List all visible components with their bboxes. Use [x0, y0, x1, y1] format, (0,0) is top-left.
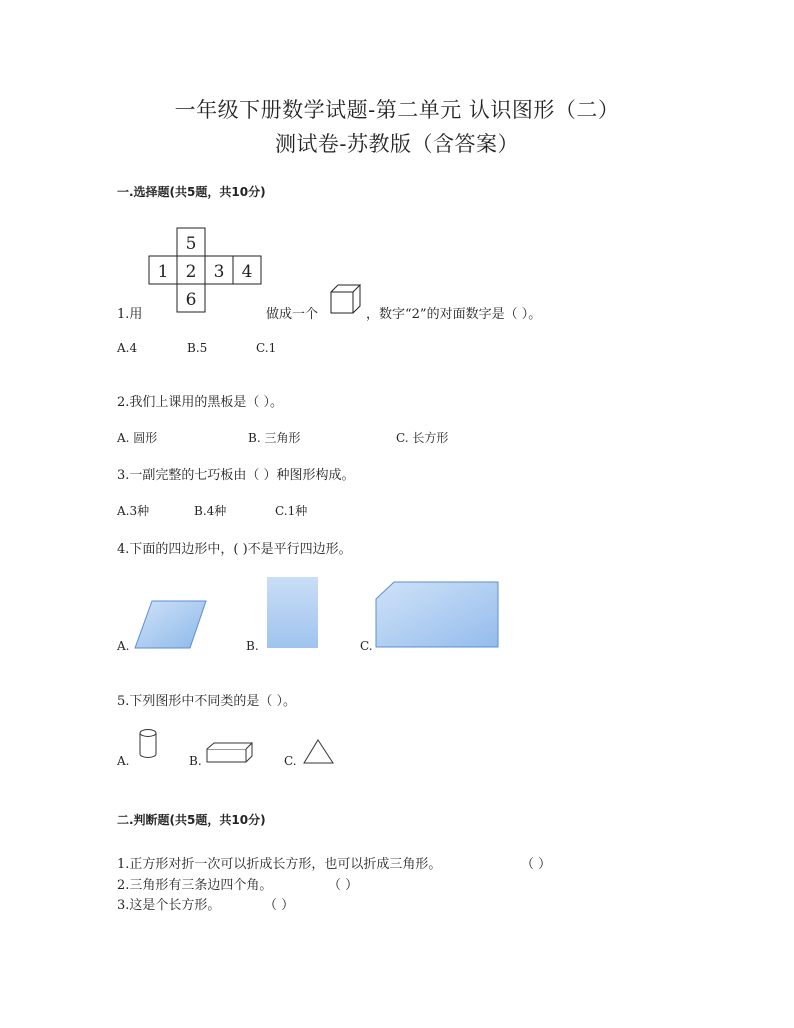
judge-item-2-text: 2.三角形有三条边四个角。	[117, 878, 273, 893]
q3-option-a[interactable]: A.3种	[117, 504, 150, 518]
q1-option-b[interactable]: B.5	[187, 341, 208, 355]
parallelogram-shape	[134, 600, 208, 650]
q2-text: 2.我们上课用的黑板是（ ）。	[117, 395, 284, 410]
cube-icon	[330, 284, 362, 314]
net-number-center: 2	[185, 262, 197, 282]
judge-item-3-text: 3.这是个长方形。	[117, 898, 221, 913]
q2-option-b[interactable]: B. 三角形	[248, 431, 301, 445]
q2-option-c[interactable]: C. 长方形	[396, 431, 449, 445]
judge-item-2-blank[interactable]: （ ）	[328, 878, 359, 893]
net-number-far-right: 4	[241, 262, 253, 282]
net-number-top: 5	[185, 234, 197, 254]
q4-text: 4.下面的四边形中，( )不是平行四边形。	[117, 542, 352, 557]
q5-option-a[interactable]: A.	[117, 754, 130, 768]
page-title-line1: 一年级下册数学试题-第二单元 认识图形（二）	[174, 98, 620, 122]
cut-corner-pentagon-shape	[375, 581, 501, 650]
judge-item-1-text: 1.正方形对折一次可以折成长方形，也可以折成三角形。	[117, 857, 442, 872]
judge-item-3-blank[interactable]: （ ）	[264, 898, 295, 913]
q5-text: 5.下列图形中不同类的是（ ）。	[117, 694, 297, 709]
q4-option-a[interactable]: A.	[117, 639, 130, 653]
cylinder-icon	[138, 727, 160, 761]
q4-option-c[interactable]: C.	[360, 639, 373, 653]
tall-rectangle-shape	[267, 577, 319, 649]
triangle-icon	[302, 738, 336, 766]
q5-option-c[interactable]: C.	[284, 754, 297, 768]
net-number-right: 3	[213, 262, 225, 282]
section-heading-choice: 一.选择题(共5题，共10分)	[117, 185, 266, 199]
q3-option-b[interactable]: B.4种	[194, 504, 227, 518]
q1-text-prefix: 1.用	[117, 307, 143, 322]
q3-text: 3.一副完整的七巧板由（ ）种图形构成。	[117, 468, 355, 483]
q1-text-suffix: ，数字“2”的对面数字是（ ）。	[366, 307, 542, 322]
page-title-line2: 测试卷-苏教版（含答案）	[274, 132, 520, 156]
q3-option-c[interactable]: C.1种	[275, 504, 308, 518]
q5-option-b[interactable]: B.	[189, 754, 202, 768]
q1-option-a[interactable]: A.4	[117, 341, 138, 355]
q1-text-mid: 做成一个	[266, 307, 319, 322]
judge-item-1-blank[interactable]: （ ）	[521, 857, 552, 872]
q4-option-b[interactable]: B.	[246, 639, 259, 653]
net-number-left: 1	[157, 262, 169, 282]
cube-net-figure	[148, 227, 262, 315]
cuboid-icon	[206, 742, 254, 764]
section-heading-judge: 二.判断题(共5题，共10分)	[117, 813, 266, 827]
q2-option-a[interactable]: A. 圆形	[117, 431, 158, 445]
net-number-bottom: 6	[185, 290, 197, 310]
q1-option-c[interactable]: C.1	[256, 341, 277, 355]
